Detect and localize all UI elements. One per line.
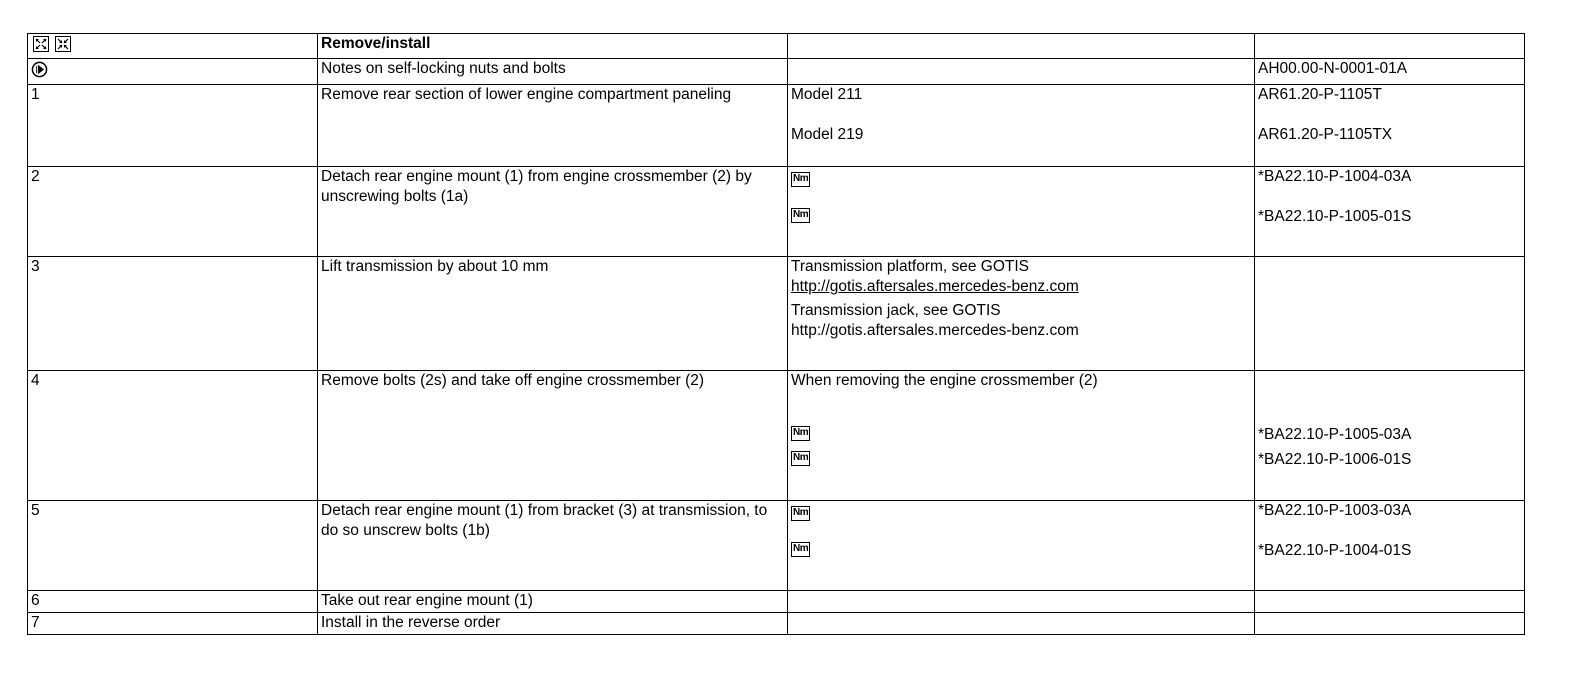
step-number: 6 <box>28 591 318 613</box>
step-text: Take out rear engine mount (1) <box>318 591 788 613</box>
step-text: Lift transmission by about 10 mm <box>318 257 788 371</box>
gotis-url[interactable]: http://gotis.aftersales.mercedes-benz.com <box>791 322 1079 339</box>
gotis-link[interactable]: http://gotis.aftersales.mercedes-benz.com <box>791 278 1079 295</box>
step-text: Install in the reverse order <box>318 613 788 635</box>
step-number: 1 <box>28 85 318 167</box>
step-row <box>28 501 1525 591</box>
step-text: Detach rear engine mount (1) from engine crossmember (2) by unscrewing bolts (1a) <box>318 167 788 257</box>
torque-ref-link[interactable]: *BA22.10-P-1004-01S <box>1258 542 1412 559</box>
procedure-table <box>27 33 1525 635</box>
torque-icon[interactable]: Nm <box>791 506 810 521</box>
torque-ref-link[interactable]: *BA22.10-P-1004-03A <box>1258 168 1412 185</box>
condition-note: When removing the engine crossmember (2) <box>791 372 1098 389</box>
detail-model: Model 219 <box>791 126 864 143</box>
step-row <box>28 85 1525 167</box>
step-number: 7 <box>28 613 318 635</box>
step-text: Remove rear section of lower engine compartment paneling <box>318 85 788 167</box>
torque-icon[interactable]: Nm <box>791 208 810 223</box>
detail-model: Model 211 <box>791 86 863 103</box>
step-row <box>28 257 1525 371</box>
collapse-all-icon[interactable] <box>55 36 71 52</box>
note-row <box>28 59 1525 85</box>
step-number: 4 <box>28 371 318 501</box>
torque-ref-link[interactable]: *BA22.10-P-1005-01S <box>1258 208 1412 225</box>
step-text: Detach rear engine mount (1) from bracket (3) at transmission, to do so unscrew bolts (1b) <box>318 501 788 591</box>
step-text: Remove bolts (2s) and take off engine crossmember (2) <box>318 371 788 501</box>
header-row <box>28 34 1525 59</box>
tool-note: Transmission platform, see GOTIS <box>791 258 1030 275</box>
note-icon[interactable] <box>31 61 48 78</box>
torque-icon[interactable]: Nm <box>791 542 810 557</box>
note-text[interactable]: Notes on self-locking nuts and bolts <box>318 59 788 85</box>
step-number: 2 <box>28 167 318 257</box>
doc-ref-link[interactable]: AR61.20-P-1105T <box>1258 86 1382 103</box>
torque-ref-link[interactable]: *BA22.10-P-1003-03A <box>1258 502 1412 519</box>
note-ref[interactable]: AH00.00-N-0001-01A <box>1255 59 1525 85</box>
step-number: 3 <box>28 257 318 371</box>
torque-icon[interactable]: Nm <box>791 426 810 441</box>
expand-all-icon[interactable] <box>33 36 49 52</box>
doc-ref-link[interactable]: AR61.20-P-1105TX <box>1258 126 1393 143</box>
step-row <box>28 591 1525 613</box>
step-number: 5 <box>28 501 318 591</box>
torque-ref-link[interactable]: *BA22.10-P-1005-03A <box>1258 426 1412 443</box>
header-icons-cell <box>28 34 318 59</box>
torque-ref-link[interactable]: *BA22.10-P-1006-01S <box>1258 451 1412 468</box>
step-row <box>28 613 1525 635</box>
step-row <box>28 167 1525 257</box>
torque-icon[interactable]: Nm <box>791 172 810 187</box>
header-title: Remove/install <box>318 34 788 59</box>
step-row <box>28 371 1525 501</box>
tool-note: Transmission jack, see GOTIS <box>791 302 1001 319</box>
torque-icon[interactable]: Nm <box>791 451 810 466</box>
